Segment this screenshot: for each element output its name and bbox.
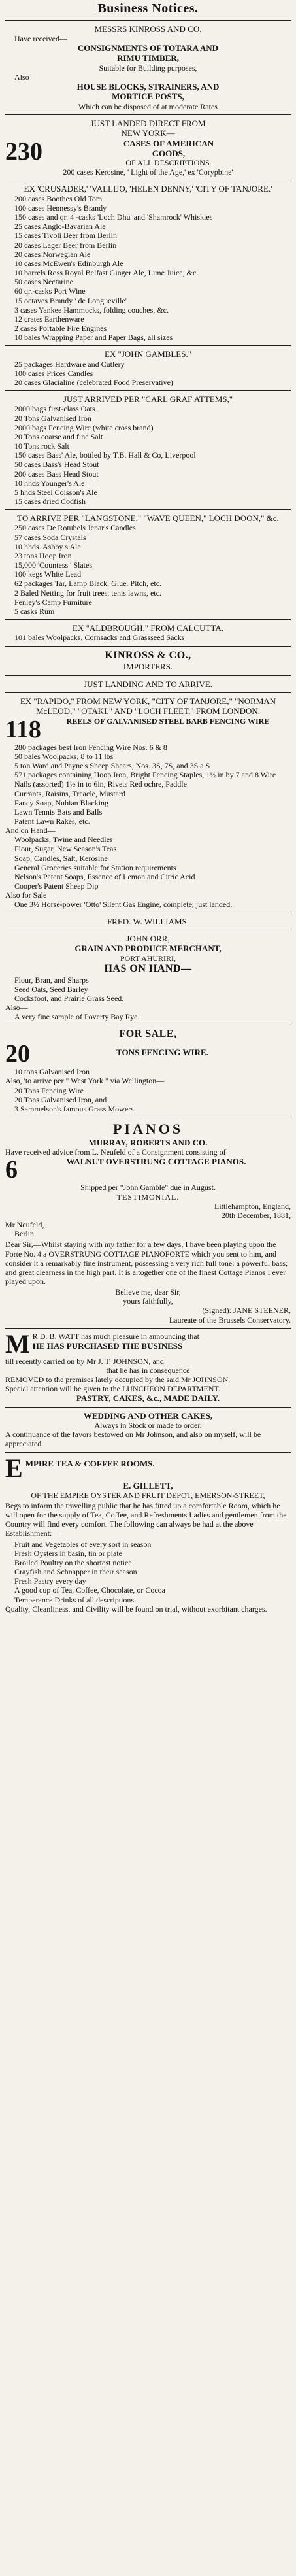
testimonial-body: Dear Sir,—Whilst staying with my father for a few days, I have been playing upon the Forte No. 4 a OVERSTRUNG COTTAGE PIANOFORTE which you sent to him, and consider it a remarkably fine instrument, possessing a very rich full tone: a powerful bass; and great clearness in the high part. It is altogether one of the finest Cottage Pianos I ever played upon. [5,1240,288,1286]
divider [5,692,291,693]
carl-graf-attems-notice: JUST ARRIVED PER "CARL GRAF ATTEMS," 2000 bags first-class Oats 20 Tons Galvanised Iron 2000 bags Fencing Wire (white cross brand) 20 Tons coarse and fine Salt 10 Tons rock Salt 150 cases Bass' Ale, bottled by T.B. Hall & Co, Liverpool 50 cases Bass's Head Stout 200 cases Bass Head Stout 10 hhds Younger's Ale 5 hhds Steel Coisson's Ale 15 cases dried Codfish [5,394,291,506]
list-item: 250 cases De Rotubels Jenar's Candles [14,523,136,533]
list-item: 10 hhds. Asbby s Ale [14,541,81,551]
list-item: 20 cases Lager Beer from Berlin [14,240,117,250]
list-item: 10 Tons rock Salt [14,441,69,451]
list-item: 20 cases Norwegian Ale [14,249,91,259]
divider [5,1452,291,1453]
john-orr-notice: JOHN ORR, GRAIN AND PRODUCE MERCHANT, PORT AHURIRI, HAS ON HAND— Flour, Bran, and Sharps Seed Oats, Seed Barley Cocksfoot, and Prairie Grass Seed. Also— A very fine sample of Poverty Bay Rye. [5,934,291,1021]
watt-bakery-notice: M R D. B. WATT has much pleasure in announcing that HE HAS PURCHASED THE BUSINESS till recently carried on by Mr J. T. JOHNSON, and that he has in consequence REMOVED to the premises lately occupied by the said Mr JOHNSON. Special attention will be given to the LUNCHEON DEPARTMENT. PASTRY, CAKES, &c., MADE DAILY. WEDDING AND OTHER CAKES, Always in Stock or made to order. A continuance of the favors bestowed on Mr Johnson, and also on myself, will be appreciated [5,1332,291,1449]
pianos-notice: PIANOS MURRAY, ROBERTS AND CO. Have received advice from L. Neufeld of a Consignment consisting of— 6 WALNUT OVERSTRUNG COTTAGE PIANOS. Shipped per "John Gamble" due in August. TESTIMONIAL. Littlehampton, England, 20th December, 1881, Mr Neufeld, Berlin. Dear Sir,—Whilst staying with my father for a few days, I have been playing upon the Forte No. 4 a OVERSTRUNG COTTAGE PIANOFORTE which you sent to him, and consider it a remarkably fine instrument, possessing a very rich full tone: a powerful bass; and great clearness in the high part. It is altogether one of the finest Cottage Pianos I ever played upon. Believe me, dear Sir, yours faithfully, (Signed): JANE STEENER, Laureate of the Brussels Conservatory. [5,1120,291,1325]
list-item: 100 cases Prices Candles [14,368,93,378]
list-item: Seed Oats, Seed Barley [14,984,88,994]
quantity-number: 6 [5,1157,18,1183]
divider [5,1328,291,1329]
list-item: 5 casks Rum [14,606,55,616]
list-item: 15 octaves Brandy ' de Longueville' [14,296,127,305]
list-item: 280 packages best Iron Fencing Wire Nos. 6 & 8 [14,742,167,752]
list-item: 571 packages containing Hoop Iron, Bright Fencing Staples, 1½ in by 7 and 8 Wire Nails (assorted) 1½ in to 6in, Rivets Red ochre, Paddle [14,770,276,789]
list-item: Lawn Tennis Bats and Balls [14,807,103,817]
kinross-signature: KINROSS & CO., IMPORTERS. [5,650,291,672]
list-item: Patent Lawn Rakes, etc. [14,816,90,826]
list-item: 50 cases Bass's Head Stout [14,460,99,469]
drop-cap: M [5,1331,30,1357]
divider [5,619,291,620]
divider [5,509,291,510]
list-item: Currants, Raisins, Treacle, Mustard [14,788,125,798]
quantity-number: 20 [5,1041,30,1068]
list-item: A good cup of Tea, Coffee, Chocolate, or Cocoa [14,1585,165,1595]
fencing-wire-landing-notice: JUST LANDING AND TO ARRIVE. EX "RAPIDO," FROM NEW YORK, "CITY OF TANJORE," "NORMAN McLEOD," "OTAKI," AND "LOCH FLEET," FROM LONDON. 118 REELS OF GALVANISED STEEL BARB FENCING WIRE 280 packages best Iron Fencing Wire Nos. 6 & 8 50 bales Woolpacks, 8 to 11 lbs 5 ton Ward and Payne's Sheep Shears, Nos. 3S, 7S, and 3S a S 571 packages containing Hoop Iron, Bright Fencing Staples, 1½ in by 7 and 8 Wire Nails (assorted) 1½ in to 6in, Rivets Red ochre, Paddle Currants, Raisins, Treacle, Mustard Fancy Soap, Nubian Blacking Lawn Tennis Bats and Balls Patent Lawn Rakes, etc. And on Hand— Woolpacks, Twine and Needles Flour, Sugar, New Season's Teas Soap, Candles, Salt, Kerosine General Groceries suitable for Station requirements Nelson's Patent Soaps, Essence of Lemon and Citric Acid Cooper's Patent Sheep Dip Also for Sale— One 3½ Horse-power 'Otto' Silent Gas Engine, complete, just landed. [5,679,291,909]
list-item: 20 Tons Fencing Wire [14,1085,84,1095]
firm-name: KINROSS & CO., [105,649,191,661]
divider [5,345,291,346]
list-item: 10 barrels Ross Royal Belfast Ginger Ale, Lime Juice, &c. [14,268,199,278]
list-item: 25 cases Anglo-Bavarian Ale [14,222,106,231]
williams-signature: FRED. W. WILLIAMS. [107,916,189,926]
list-item: 25 packages Hardware and Cutlery [14,359,125,369]
list-item: 2 Baled Netting for fruit trees, tenis lawns, etc. [14,588,161,598]
list-item: Woolpacks, Twine and Needles [14,835,113,845]
list-item: General Groceries suitable for Station requirements [14,862,176,872]
divider [5,646,291,647]
list-item: 20 cases Glacialine (celebrated Food Preservative) [14,377,173,387]
section-header: Business Notices. [97,1,199,16]
langstone-arrivals-notice: TO ARRIVE PER "LANGSTONE," "WAVE QUEEN," LOCH DOON," &c. 250 cases De Rotubels Jenar's Candles 57 cases Soda Crystals 10 hhds. Asbby s Ale 23 tons Hoop Iron 15,000 'Countess ' Slates 100 kegs White Lead 62 packages Tar, Lamp Black, Glue, Pitch, etc. 2 Baled Netting for fruit trees, tenis lawns, etc. Fenley's Camp Furniture 5 casks Rum [5,513,291,616]
list-item: Fruit and Vegetables of every sort in season [14,1539,152,1549]
list-item: 150 cases Bass' Ale, bottled by T.B. Hall & Co, Liverpool [14,450,196,460]
divider [5,114,291,115]
list-item: 5 hhds Steel Coisson's Ale [14,487,97,497]
crusader-cargo-notice: EX 'CRUSADER,' 'VALLIJO, 'HELEN DENNY,' 'CITY OF TANJORE.' 200 cases Boothes Old Tom 100 cases Hennessy's Brandy 150 cases and qr. 4 -casks 'Loch Dhu' and 'Shamrock' Whiskies 25 cases Anglo-Bavarian Ale 15 cases Tivoli Beer from Berlin 20 cases Lager Beer from Berlin 20 cases Norwegian Ale 10 cases McEwen's Edinburgh Ale 10 barrels Ross Royal Belfast Ginger Ale, Lime Juice, &c. 50 cases Nectarine 60 qr.-casks Port Wine 15 octaves Brandy ' de Longueville' 3 cases Yankee Hammocks, folding couches, &c. 12 crates Earthenware 2 cases Portable Fire Engines 10 bales Wrapping Paper and Paper Bags, all sizes [5,184,291,342]
john-gambles-notice: EX "JOHN GAMBLES." 25 packages Hardware and Cutlery 100 cases Prices Candles 20 cases Glacialine (celebrated Food Preservative) [5,349,291,387]
quantity-number: 230 [5,138,42,165]
list-item: 50 bales Woolpacks, 8 to 11 lbs [14,751,114,761]
list-item: 12 crates Earthenware [14,314,84,324]
list-item: Flour, Sugar, New Season's Teas [14,844,117,854]
list-item: 20 Tons Galvanised Iron, and [14,1094,107,1104]
kinross-timber-notice: MESSRS KINROSS AND CO. Have received— CONSIGNMENTS OF TOTARA AND RIMU TIMBER, Suitable for Building purposes, Also— HOUSE BLOCKS, STRAINERS, AND MORTICE POSTS, Which can be disposed of at moderate Rates [5,24,291,111]
list-item: 200 cases Boothes Old Tom [14,194,103,203]
american-goods-notice: JUST LANDED DIRECT FROM NEW YORK— 230 CASES OF AMERICAN GOODS, OF ALL DESCRIPTIONS. 200 cases Kerosine, ' Light of the Age,' ex 'Corypbine' [5,118,233,177]
list-item: 23 tons Hoop Iron [14,551,72,560]
list-item: 10 bales Wrapping Paper and Paper Bags, all sizes [14,333,173,343]
list-item: 15 cases Tivoli Beer from Berlin [14,231,117,241]
list-item: 150 cases and qr. 4 -casks 'Loch Dhu' and 'Shamrock' Whiskies [14,212,213,222]
list-item: 2 cases Portable Fire Engines [14,324,107,333]
list-item: 10 hhds Younger's Ale [14,478,85,488]
drop-cap: E [5,1455,23,1481]
list-item: 15,000 'Countess ' Slates [14,560,92,570]
aldbrough-notice: EX "ALDBROUGH," FROM CALCUTTA. 101 bales Woolpacks, Cornsacks and Grassseed Sacks [14,623,223,643]
list-item: Fancy Soap, Nubian Blacking [14,798,108,807]
list-item: 100 kegs White Lead [14,569,82,579]
merchant-name: JOHN ORR, [126,933,170,943]
business-notices-column [5,0,291,1614]
list-item: 20 Tons Galvanised Iron [14,413,91,423]
list-item: Temperance Drinks of all descriptions. [14,1595,137,1604]
list-item: 10 cases McEwen's Edinburgh Ale [14,258,123,268]
list-item: 5 ton Ward and Payne's Sheep Shears, Nos. 3S, 7S, and 3S a S [14,761,210,771]
list-item: Crayfish and Schnapper in their season [14,1567,137,1577]
list-item: 60 qr.-casks Port Wine [14,286,86,296]
list-item: Nelson's Patent Soaps, Essence of Lemon and Citric Acid [14,872,195,881]
firm-name: MURRAY, ROBERTS AND CO. [88,1137,208,1147]
divider [5,390,291,391]
list-item: Cooper's Patent Sheep Dip [14,881,99,891]
quantity-number: 118 [5,716,41,743]
list-item: 100 cases Hennessy's Brandy [14,203,107,212]
list-item: 57 cases Soda Crystals [14,532,86,542]
list-item: 2000 bags first-class Oats [14,404,95,414]
divider [5,20,291,21]
divider [5,675,291,676]
list-item: 15 cases dried Codfish [14,497,86,506]
list-item: 3 Sammelson's famous Grass Mowers [14,1104,134,1113]
empire-tea-rooms-notice: E MPIRE TEA & COFFEE ROOMS. E. GILLETT, OF THE EMPIRE OYSTER AND FRUIT DEPOT, EMERSON-STREET, Begs to inform the travelling public that he has fitted up a comfortable Room, which he will open for the supply of Tea, Coffee, and Refreshments Ladies and gentlemen from the Country will find every comfort. The following can always be had at the above Establishment:— Fruit and Vegetables of every sort in season Fresh Oysters in basin, tin or plate Broiled Poultry on the shortest notice Crayfish and Schnapper in their season Fresh Pastry every day A good cup of Tea, Coffee, Chocolate, or Cocoa Temperance Drinks of all descriptions. Quality, Cleanliness, and Civility will be found on trial, without exorbitant charges. [5,1456,291,1614]
firm-name: MESSRS KINROSS AND CO. [94,24,202,34]
list-item: Soap, Candles, Salt, Kerosine [14,853,108,863]
list-item: 62 packages Tar, Lamp Black, Glue, Pitch, etc. [14,579,162,588]
list-item: Fresh Oysters in basin, tin or plate [14,1548,122,1558]
list-item: Flour, Bran, and Sharps [14,975,89,985]
list-item: 200 cases Bass Head Stout [14,469,99,479]
list-item: 2000 bags Fencing Wire (white cross brand) [14,422,154,432]
fencing-wire-sale-notice: FOR SALE, 20 TONS FENCING WIRE. 10 tons Galvanised Iron Also, 'to arrive per " West York " via Wellington— 20 Tons Fencing Wire 20 Tons Galvanised Iron, and 3 Sammelson's famous Grass Mowers [5,1028,291,1113]
list-item: Broiled Poultry on the shortest notice [14,1557,132,1567]
list-item: 50 cases Nectarine [14,277,73,287]
list-item: Cocksfoot, and Prairie Grass Seed. [14,993,124,1003]
list-item: 20 Tons coarse and fine Salt [14,432,103,441]
list-item: Fenley's Camp Furniture [14,597,92,607]
divider [5,1407,291,1408]
list-item: Fresh Pastry every day [14,1576,86,1586]
list-item: 3 cases Yankee Hammocks, folding couches, &c. [14,305,169,314]
